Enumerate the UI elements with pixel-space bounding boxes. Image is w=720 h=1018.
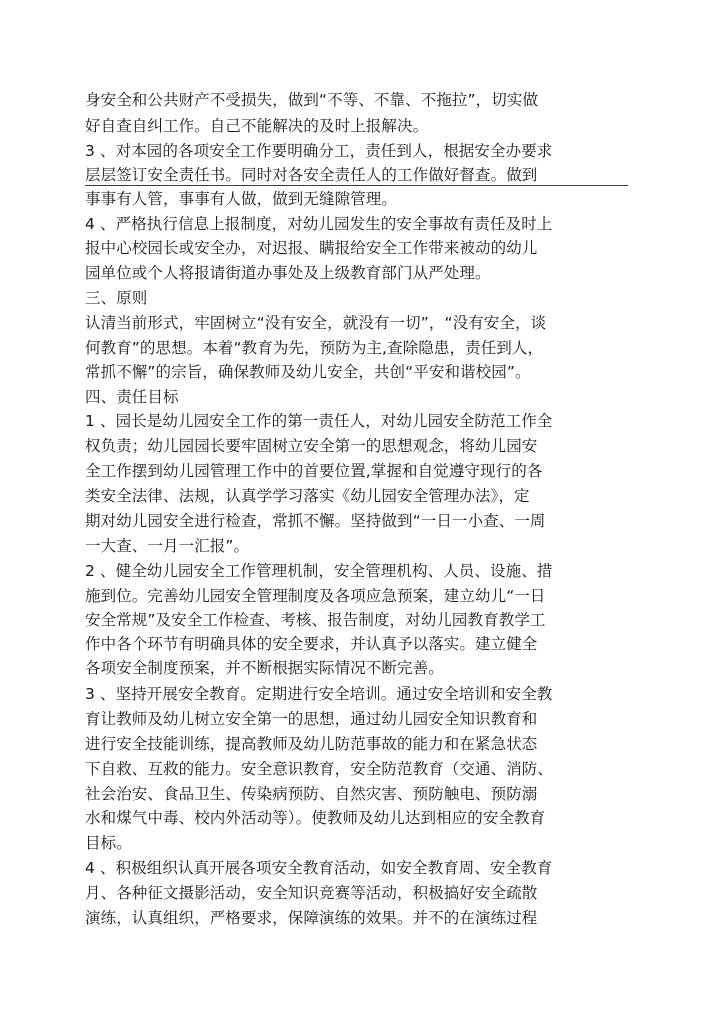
text-line: 水和煤气中毒、校内外活动等）。使教师及幼儿达到相应的安全教育 <box>85 809 546 827</box>
text-line: 4 、积极组织认真开展各项安全教育活动，如安全教育周、安全教育 <box>85 859 553 877</box>
text-line: 4 、严格执行信息上报制度，对幼儿园发生的安全事故有责任及时上 <box>85 215 553 233</box>
text-line: 2 、健全幼儿园安全工作管理机制，安全管理机构、人员、设施、措 <box>85 562 553 580</box>
text-line: 进行安全技能训练，提高教师及幼儿防范事故的能力和在紧急状态 <box>85 735 538 753</box>
text-line: 好自查自纠工作。自己不能解决的及时上报解决。 <box>85 117 429 135</box>
section-heading: 四、责任目标 <box>85 388 179 406</box>
text-line: 认清当前形式，牢固树立“没有安全，就没有一切”，“没有安全，谈 <box>85 314 547 332</box>
text-line: 报中心校园长或安全办，对迟报、瞒报给安全工作带来被动的幼儿 <box>85 239 538 257</box>
text-line: 目标。 <box>85 834 132 852</box>
horizontal-divider <box>85 185 628 186</box>
text-line: 安全常规”及安全工作检查、考核、报告制度，对幼儿园教育教学工 <box>85 611 546 629</box>
text-line: 育让教师及幼儿树立安全第一的思想，通过幼儿园安全知识教育和 <box>85 710 538 728</box>
text-line: 各项安全制度预案，并不断根据实际情况不断完善。 <box>85 659 444 677</box>
text-line: 何教育”的思想。本着“教育为先，预防为主,查除隐患，责任到人， <box>85 339 544 357</box>
text-line: 施到位。完善幼儿园安全管理制度及各项应急预案，建立幼儿“一日 <box>85 587 546 605</box>
text-line: 1 、园长是幼儿园安全工作的第一责任人，对幼儿园安全防范工作全 <box>85 412 553 430</box>
text-line: 类安全法律、法规，认真学学习落实《幼儿园安全管理办法》，定 <box>85 487 530 505</box>
section-heading: 三、原则 <box>85 289 148 307</box>
text-line: 作中各个环节有明确具体的安全要求，并认真予以落实。建立健全 <box>85 635 538 653</box>
text-line: 期对幼儿园安全进行检查，常抓不懈。坚持做到“一日一小查、一周 <box>85 512 546 530</box>
text-line: 全工作摆到幼儿园管理工作中的首要位置,掌握和自觉遵守现行的各 <box>85 462 543 480</box>
text-line: 下自救、互救的能力。安全意识教育，安全防范教育（交通、消防、 <box>85 760 554 778</box>
text-line: 3 、坚持开展安全教育。定期进行安全培训。通过安全培训和安全教 <box>85 685 553 703</box>
text-line: 权负责；幼儿园园长要牢固树立安全第一的思想观念，将幼儿园安 <box>85 437 538 455</box>
text-line: 园单位或个人将报请街道办事处及上级教育部门从严处理。 <box>85 264 491 282</box>
text-line: 社会治安、食品卫生、传染病预防、自然灾害、预防触电、预防溺 <box>85 785 538 803</box>
text-line: 3 、对本园的各项安全工作要明确分工，责任到人，根据安全办要求 <box>85 142 553 160</box>
text-line: 月、各种征文摄影活动，安全知识竞赛等活动，积极搞好安全疏散 <box>85 884 538 902</box>
text-line: 演练，认真组织，严格要求，保障演练的效果。并不的在演练过程 <box>85 909 538 927</box>
text-line: 常抓不懈”的宗旨，确保教师及幼儿安全，共创“平安和谐校园”。 <box>85 363 531 381</box>
text-line: 身安全和公共财产不受损失，做到“不等、不靠、不拖拉”，切实做 <box>85 91 539 109</box>
text-line: 层层签订安全责任书。同时对各安全责任人的工作做好督查。做到 <box>85 166 538 184</box>
text-line: 一大查、一月一汇报”。 <box>85 537 250 555</box>
text-line: 事事有人管，事事有人做，做到无缝隙管理。 <box>85 190 398 208</box>
